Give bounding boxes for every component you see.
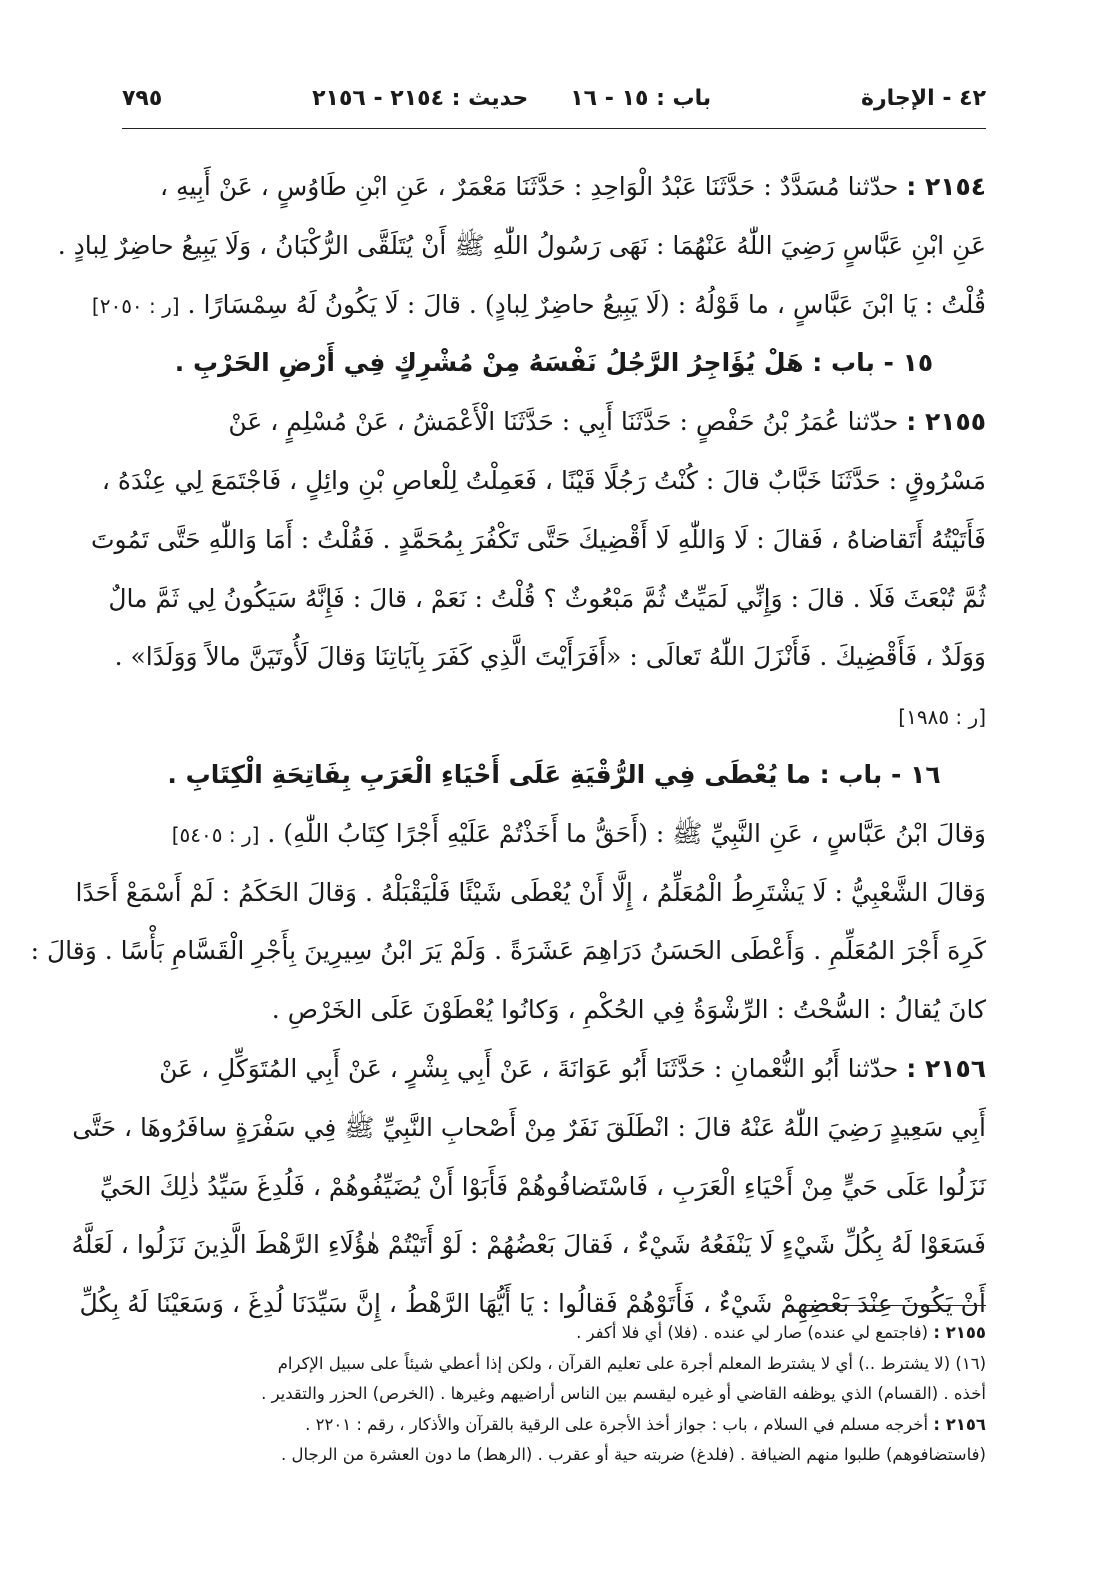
text-line	[108, 570, 986, 629]
page-number: ٧٩٥	[122, 85, 163, 111]
text-line	[122, 687, 986, 746]
line-text: كَرِهَ أَجْرَ المُعَلِّمِ . وَأَعْطَى الحَسَنُ دَرَاهِمَ عَشَرَةً . وَلَمْ يَرَ ابْنُ سِيرِينَ بِأَجْرِ الْقَسَّامِ بَأْسًا . وَقالَ :	[30, 936, 986, 966]
text-line	[99, 1158, 986, 1217]
hadith-number: ٢١٥٥ :	[906, 407, 986, 437]
line-text: مَسْرُوقٍ : حَدَّثَنَا خَبَّابٌ قالَ : كُنْتُ رَجُلًا قَيْنًا ، فَعَمِلْتُ لِلْعاصِ بْنِ وائِلٍ ، فَاجْتَمَعَ لِي عِنْدَهُ ،	[101, 465, 986, 495]
line-text: وَقالَ الشَّعْبِيُّ : لَا يَشْتَرِطُ الْمُعَلِّمُ ، إِلَّا أَنْ يُعْطَى شَيْئًا فَلْيَقْبَلْهُ . وَقالَ الحَكَمُ : لَمْ أَسْمَعْ أَحَدًا	[75, 877, 986, 907]
line-text: فَسَعَوْا لَهُ بِكُلِّ شَيْءٍ لَا يَنْفَعُهُ شَيْءٌ ، فَقالَ بَعْضُهُمْ : لَوْ أَتَيْتُمْ هٰؤُلَاءِ الرَّهْطَ الَّذِينَ نَزَلُوا ، لَعَلَّهُ	[71, 1230, 986, 1260]
text-line	[75, 864, 986, 923]
cross-reference: [ر : ٢٠٥٠]	[91, 293, 180, 318]
footnote-text: (١٦) (لا يشترط ..) أي لا يشترط المعلم أجرة على تعليم القرآن ، ولكن إذا أعطي شيئاً على سبيل الإكرام	[277, 1353, 986, 1373]
footnote-text: (فاجتمع لي عنده) صار لي عنده . (فلا) أي فلا أكفر .	[576, 1323, 929, 1342]
text-line	[57, 217, 986, 276]
line-text: كانَ يُقالُ : السُّحْتُ : الرِّشْوَةُ فِي الحُكْمِ ، وَكانُوا يُعْطَوْنَ عَلَى الخَرْصِ .	[271, 995, 986, 1025]
text-line	[122, 393, 986, 452]
chapter-title: ١٦ - باب : ما يُعْطَى فِي الرُّقْيَةِ عَلَى أَحْيَاءِ الْعَرَبِ بِفَاتِحَةِ الْكِتَابِ .	[167, 759, 941, 789]
cross-reference: [ر : ٥٤٠٥]	[171, 822, 260, 847]
text-line	[114, 628, 986, 687]
hadith-number: ٢١٥٦ :	[906, 1053, 986, 1083]
footnote-divider	[805, 1305, 986, 1306]
line-text: وَوَلَدٌ ، فَأَقْضِيكَ . فَأَنْزَلَ اللّٰهُ تَعالَى : «أَفَرَأَيْتَ الَّذِي كَفَرَ بِآيَاتِنَا وَقالَ لَأُوتَيَنَّ مالاً وَوَلَدًا» .	[114, 642, 986, 672]
line-text: أَنْ يَكُونَ عِنْدَ بَعْضِهِمْ شَيْءٌ ، فَأَتَوْهُمْ فَقالُوا : يَا أَيُّهَا الرَّهْطُ ، إِنَّ سَيِّدَنَا لُدِغَ ، وَسَعَيْنَا لَهُ بِكُلِّ	[79, 1289, 986, 1319]
text-line	[30, 922, 986, 981]
header-center	[312, 86, 711, 111]
footnote-line	[122, 1379, 986, 1410]
chapter-heading	[122, 334, 986, 393]
header-divider	[122, 128, 986, 129]
line-text: ثُمَّ تُبْعَثَ فَلَا . قالَ : وَإِنِّي لَمَيِّتٌ ثُمَّ مَبْعُوثٌ ؟ قُلْتُ : نَعَمْ ، قالَ : فَإِنَّهُ سَيَكُونُ لِي ثَمَّ مالٌ	[108, 583, 986, 613]
book-title: ٤٢ - الإجارة	[861, 85, 986, 111]
footnote-line	[122, 1318, 986, 1349]
line-text: حدّثنا مُسَدَّدٌ : حَدَّثَنَا عَبْدُ الْوَاحِدِ : حَدَّثَنَا مَعْمَرٌ ، عَنِ ابْنِ طَاوُسٍ ، عَنْ أَبِيهِ ،	[159, 172, 899, 201]
footnotes	[122, 1318, 986, 1471]
bab-range: باب : ١٥ - ١٦	[570, 85, 712, 111]
line-text: حدّثنا عُمَرُ بْنُ حَفْصٍ : حَدَّثَنَا أَبِي : حَدَّثَنَا الْأَعْمَشُ ، عَنْ مُسْلِمٍ ، عَنْ	[228, 407, 899, 437]
chapter-title: ١٥ - باب : هَلْ يُؤَاجِرُ الرَّجُلُ نَفْسَهُ مِنْ مُشْرِكٍ فِي أَرْضِ الحَرْبِ .	[174, 348, 934, 378]
text-line	[91, 276, 986, 335]
line-text: قُلْتُ : يَا ابْنَ عَبَّاسٍ ، ما قَوْلُهُ : (لَا يَبِيعُ حاضِرٌ لِبادٍ) . قالَ : لَا يَكُونُ لَهُ سِمْسَارًا .	[187, 289, 986, 319]
main-text	[30, 158, 986, 1334]
footnote-line	[122, 1349, 986, 1380]
line-text: أَبِي سَعِيدٍ رَضِيَ اللّٰهُ عَنْهُ قالَ : انْطَلَقَ نَفَرٌ مِنْ أَصْحابِ النَّبِيِّ ﷺ فِي سَفْرَةٍ سافَرُوهَا ، حَتَّى	[72, 1112, 986, 1142]
line-text: وَقالَ ابْنُ عَبَّاسٍ ، عَنِ النَّبِيِّ ﷺ : (أَحَقُّ ما أَخَذْتُمْ عَلَيْهِ أَجْرًا كِتَابُ اللّٰهِ) .	[267, 818, 986, 848]
line-text: حدّثنا أَبُو النُّعْمانِ : حَدَّثَنَا أَبُو عَوَانَةَ ، عَنْ أَبِي بِشْرٍ ، عَنْ أَبِي المُتَوَكِّلِ ، عَنْ	[159, 1053, 899, 1083]
hadith-range: حديث : ٢١٥٤ - ٢١٥٦	[312, 85, 529, 111]
footnote-text: (فاستضافوهم) طلبوا منهم الضيافة . (فلدغ) ضربته حية أو عقرب . (الرهط) ما دون العشرة من الرجال .	[281, 1445, 986, 1464]
text-line	[72, 1099, 986, 1158]
text-line	[71, 1216, 986, 1275]
footnote-text: أخذه . (القسام) الذي يوظفه القاضي أو غيره ليقسم بين الناس أراضيهم وغيرها . (الخرص) الحزر والتقدير .	[261, 1384, 986, 1403]
running-header	[122, 78, 986, 118]
hadith-number: ٢١٥٤ :	[906, 172, 986, 201]
line-text: نَزَلُوا عَلَى حَيٍّ مِنْ أَحْيَاءِ الْعَرَبِ ، فَاسْتَضافُوهُمْ فَأَبَوْا أَنْ يُضَيِّفُوهُمْ ، فَلُدِغَ سَيِّدُ ذٰلِكَ الحَيِّ	[99, 1171, 986, 1201]
footnote-line	[122, 1410, 986, 1441]
footnote-text: أخرجه مسلم في السلام ، باب : جواز أخذ الأجرة على الرقية بالقرآن والأذكار ، رقم : ٢٢٠١ .	[305, 1414, 929, 1434]
cross-reference: [ر : ١٩٨٥]	[898, 705, 986, 730]
line-text: عَنِ ابْنِ عَبَّاسٍ رَضِيَ اللّٰهُ عَنْهُمَا : نَهَى رَسُولُ اللّٰهِ ﷺ أَنْ يُتَلَقَّى الرُّكْبَانُ ، وَلَا يَبِيعُ حاضِرٌ لِبادٍ .	[57, 230, 986, 260]
text-line	[122, 1040, 986, 1099]
text-line	[101, 452, 986, 511]
text-line	[122, 805, 986, 864]
line-text: فَأَتَيْتُهُ أَتَقاضاهُ ، فَقالَ : لَا وَاللّٰهِ لَا أَقْضِيكَ حَتَّى تَكْفُرَ بِمُحَمَّدٍ . فَقُلْتُ : أَمَا وَاللّٰهِ حَتَّى تَمُوتَ	[91, 524, 986, 554]
text-line	[122, 158, 986, 217]
text-line	[91, 511, 986, 570]
chapter-heading	[122, 746, 986, 805]
text-line	[122, 981, 986, 1040]
footnote-line	[122, 1440, 986, 1471]
footnote-number: ٢١٥٥ :	[933, 1323, 986, 1342]
footnote-number: ٢١٥٦ :	[933, 1414, 986, 1434]
